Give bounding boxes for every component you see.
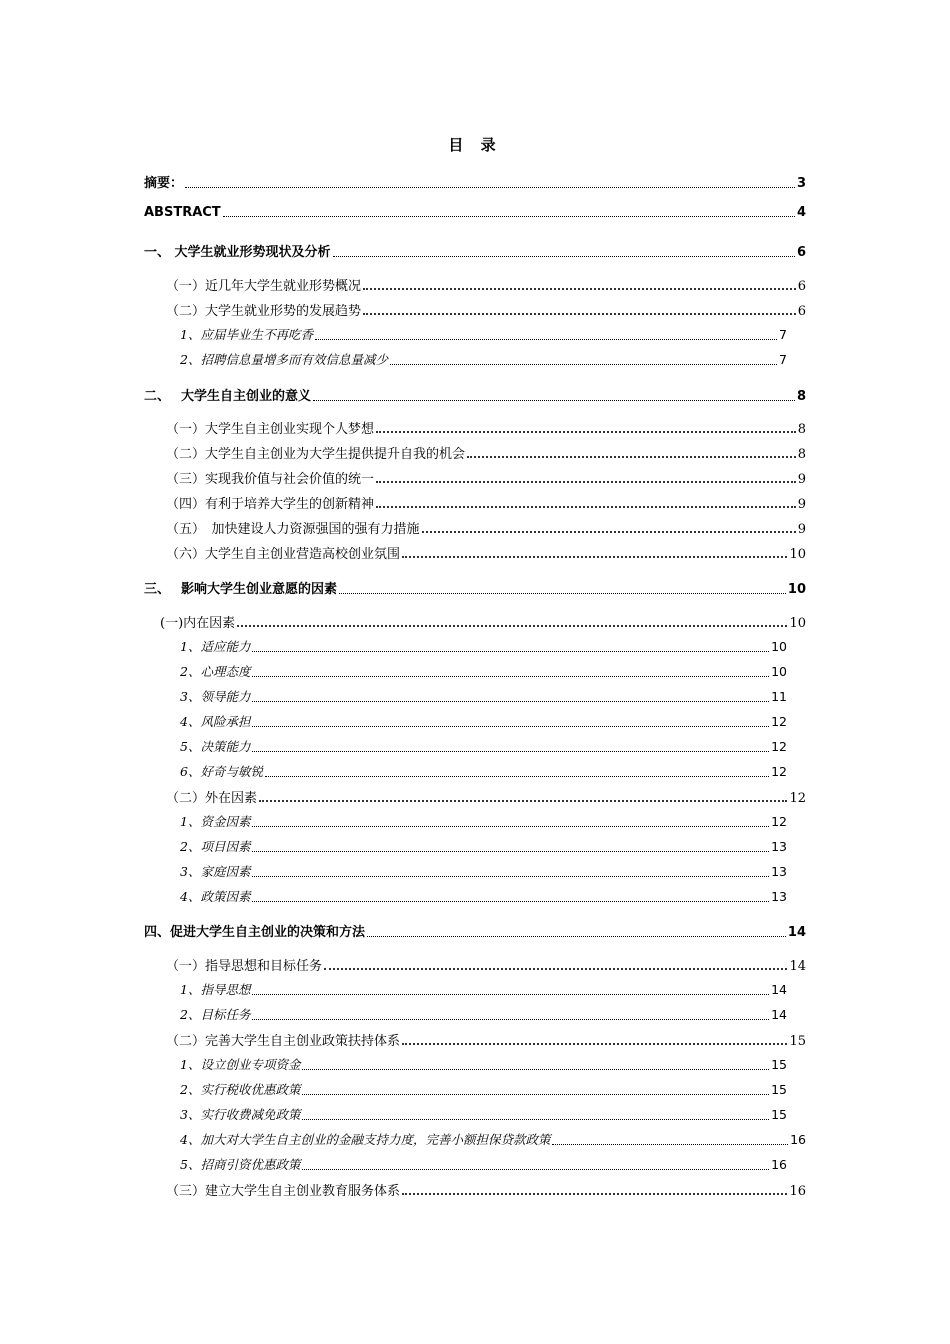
toc-entry-label: （一）大学生自主创业实现个人梦想 (166, 422, 375, 437)
toc-entry-label: 2、目标任务 (180, 1007, 251, 1022)
toc-page-number: 12 (771, 764, 787, 779)
dot-leader (302, 1119, 769, 1120)
toc-entry-label: （四）有利于培养大学生的创新精神 (166, 497, 375, 512)
dot-leader (339, 593, 786, 594)
toc-entry[interactable] (166, 1180, 806, 1199)
toc-entry[interactable] (180, 737, 787, 755)
toc-page-number: 13 (771, 839, 787, 854)
dot-leader (376, 481, 796, 483)
toc-page-number: 14 (789, 959, 806, 974)
toc-entry-label: 四、促进大学生自主创业的决策和方法 (144, 925, 366, 940)
toc-entry[interactable] (166, 418, 806, 437)
toc-page-number: 15 (771, 1057, 787, 1072)
toc-entry[interactable] (180, 837, 787, 855)
toc-entry-label: 6、好奇与敏锐 (180, 764, 263, 779)
toc-page-number: 14 (771, 982, 787, 997)
toc-page-number: 13 (771, 889, 787, 904)
toc-page-number: 9 (797, 497, 806, 512)
toc-entry-label: （一）指导思想和目标任务 (166, 959, 323, 974)
dot-leader (223, 216, 795, 217)
toc-entry-label: （六）大学生自主创业营造高校创业氛围 (166, 547, 401, 562)
toc-entry[interactable] (180, 762, 787, 780)
toc-page-number: 6 (797, 279, 806, 294)
toc-page-number: 16 (771, 1157, 787, 1172)
toc-entry[interactable] (166, 543, 806, 562)
toc-entry-label: 2、项目因素 (180, 839, 251, 854)
toc-entry-label: （二）大学生自主创业为大学生提供提升自我的机会 (166, 447, 466, 462)
toc-entry[interactable] (144, 241, 806, 260)
toc-entry-label: 3、领导能力 (180, 689, 251, 704)
toc-entry[interactable] (144, 578, 806, 597)
toc-entry[interactable] (180, 887, 787, 905)
toc-page-number: 7 (779, 327, 787, 342)
toc-page-number: 10 (771, 664, 787, 679)
toc-entry[interactable] (180, 687, 787, 705)
toc-entry-label: 1、设立创业专项资金 (180, 1057, 301, 1072)
toc-entry[interactable] (166, 493, 806, 512)
dot-leader (252, 994, 769, 995)
toc-entry[interactable] (180, 662, 787, 680)
toc-page-number: 11 (771, 689, 787, 704)
dot-leader (302, 1069, 769, 1070)
toc-entry-label: 2、招聘信息量增多而有效信息量减少 (180, 352, 388, 367)
toc-entry[interactable] (144, 921, 806, 940)
toc-page-number: 15 (789, 1034, 806, 1049)
toc-entry-label: （一）近几年大学生就业形势概况 (166, 279, 362, 294)
toc-entry-label: （二）外在因素 (166, 791, 258, 806)
dot-leader (402, 1193, 787, 1195)
dot-leader (252, 751, 769, 752)
toc-page-number: 10 (771, 639, 787, 654)
dot-leader (252, 826, 769, 827)
toc-title: 目 录 (448, 136, 502, 154)
toc-entry-label: 4、政策因素 (180, 889, 251, 904)
toc-entry-label: 1、资金因素 (180, 814, 251, 829)
toc-entry[interactable] (144, 205, 806, 220)
toc-entry-label: 4、风险承担 (180, 714, 251, 729)
dot-leader (390, 364, 777, 365)
toc-page-number: 8 (797, 447, 806, 462)
toc-entry-label: （三）实现我价值与社会价值的统一 (166, 472, 375, 487)
toc-entry-label: 1、应届毕业生不再吃香 (180, 327, 313, 342)
toc-page-number: 12 (771, 739, 787, 754)
dot-leader (252, 901, 769, 902)
toc-entry-label: ABSTRACT (144, 205, 221, 220)
dot-leader (252, 676, 769, 677)
toc-entry-label: （二）完善大学生自主创业政策扶持体系 (166, 1034, 401, 1049)
toc-page-number: 15 (771, 1107, 787, 1122)
toc-entry[interactable] (180, 980, 787, 998)
dot-leader (252, 701, 769, 702)
toc-entry-label: 2、心理态度 (180, 664, 251, 679)
toc-page-number: 14 (771, 1007, 787, 1022)
toc-entry[interactable] (166, 955, 806, 974)
toc-page-number: 7 (779, 352, 787, 367)
dot-leader (467, 456, 796, 458)
toc-entry[interactable] (166, 518, 806, 537)
dot-leader (252, 851, 769, 852)
toc-page-number: 13 (771, 864, 787, 879)
toc-page-number: 10 (789, 547, 806, 562)
toc-entry[interactable] (180, 1130, 806, 1148)
dot-leader (333, 256, 795, 257)
toc-page-number: 4 (796, 205, 806, 220)
dot-leader (302, 1169, 769, 1170)
toc-entry-label: 1、适应能力 (180, 639, 251, 654)
toc-entry-label: 4、加大对大学生自主创业的金融支持力度，完善小额担保贷款政策 (180, 1132, 551, 1147)
toc-entry[interactable] (166, 443, 806, 462)
dot-leader (252, 726, 769, 727)
dot-leader (363, 288, 796, 290)
toc-entry-label: 5、招商引资优惠政策 (180, 1157, 301, 1172)
toc-entry-label: （二）大学生就业形势的发展趋势 (166, 304, 362, 319)
toc-page-number: 10 (789, 616, 806, 631)
dot-leader (376, 431, 796, 433)
toc-entry-label: 1、指导思想 (180, 982, 251, 997)
toc-entry[interactable] (166, 275, 806, 294)
toc-page-number: 8 (797, 422, 806, 437)
dot-leader (363, 313, 796, 315)
dot-leader (315, 339, 777, 340)
toc-entry[interactable] (144, 385, 806, 404)
toc-entry[interactable] (180, 637, 787, 655)
toc-page-number: 12 (789, 791, 806, 806)
toc-page-number: 8 (796, 389, 806, 404)
dot-leader (252, 876, 769, 877)
toc-entry[interactable] (180, 325, 787, 343)
dot-leader (402, 556, 787, 558)
dot-leader (259, 800, 787, 802)
toc-entry[interactable] (166, 468, 806, 487)
dot-leader (185, 187, 795, 188)
toc-entry[interactable] (180, 1005, 787, 1023)
dot-leader (252, 651, 769, 652)
toc-page-number: 12 (771, 714, 787, 729)
toc-entry[interactable] (180, 812, 787, 830)
toc-entry[interactable] (144, 172, 806, 191)
dot-leader (324, 968, 787, 970)
dot-leader (237, 625, 787, 627)
toc-entry-label: 5、决策能力 (180, 739, 251, 754)
toc-page-number: 14 (787, 925, 806, 940)
toc-page-number: 15 (771, 1082, 787, 1097)
toc-entry[interactable] (180, 1080, 787, 1098)
dot-leader (313, 400, 795, 401)
toc-entry[interactable] (180, 1055, 787, 1073)
toc-entry-label: 2、实行税收优惠政策 (180, 1082, 301, 1097)
toc-entry-label: 三、 影响大学生创业意愿的因素 (144, 582, 338, 597)
toc-page-number: 10 (787, 582, 806, 597)
dot-leader (422, 531, 796, 533)
toc-page-number: 6 (796, 245, 806, 260)
toc-entry[interactable] (166, 300, 806, 319)
toc-entry[interactable] (180, 1155, 787, 1173)
toc-page-number: 3 (796, 176, 806, 191)
toc-entry-label: （三）建立大学生自主创业教育服务体系 (166, 1184, 401, 1199)
toc-entry-label: （五） 加快建设人力资源强国的强有力措施 (166, 522, 420, 537)
toc-page-number: 6 (797, 304, 806, 319)
toc-entry[interactable] (166, 787, 806, 806)
dot-leader (265, 776, 769, 777)
toc-entry[interactable] (180, 350, 787, 368)
toc-page-number: 12 (771, 814, 787, 829)
toc-page-number: 9 (797, 472, 806, 487)
toc-page-number: 16 (789, 1184, 806, 1199)
toc-entry-label: 3、家庭因素 (180, 864, 251, 879)
dot-leader (302, 1094, 769, 1095)
dot-leader (367, 936, 786, 937)
toc-page-number: 16 (790, 1132, 806, 1147)
toc-page-number: 9 (797, 522, 806, 537)
toc-entry-label: (一)内在因素 (160, 616, 236, 631)
dot-leader (252, 1019, 769, 1020)
toc-entry[interactable] (160, 612, 806, 631)
toc-entry[interactable] (180, 712, 787, 730)
toc-entry-label: 二、 大学生自主创业的意义 (144, 389, 312, 404)
toc-entry-label: 摘要： (144, 176, 184, 191)
dot-leader (402, 1043, 787, 1045)
toc-entry[interactable] (180, 862, 787, 880)
toc-entry[interactable] (180, 1105, 787, 1123)
toc-entry[interactable] (166, 1030, 806, 1049)
toc-entry-label: 3、实行收费减免政策 (180, 1107, 301, 1122)
dot-leader (552, 1144, 788, 1145)
dot-leader (376, 506, 796, 508)
toc-entry-label: 一、 大学生就业形势现状及分析 (144, 245, 331, 260)
